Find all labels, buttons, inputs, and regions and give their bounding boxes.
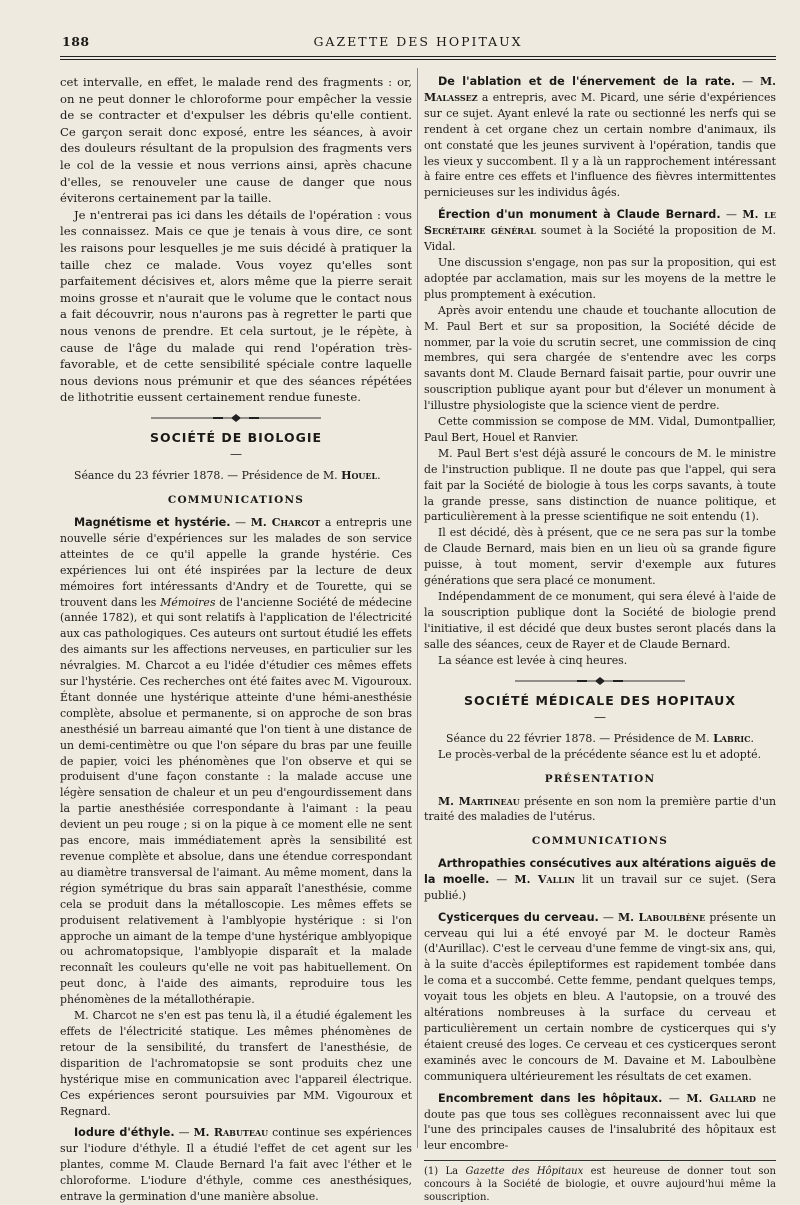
entry-title: Magnétisme et hystérie. bbox=[74, 515, 231, 529]
section-dash: — bbox=[230, 447, 242, 462]
paragraph-taille: Je n'entrerai pas ici dans les détails de l'opération : vous les connaissez. Mais ce que je tenais à vous dire, ce sont les raisons pour lesquelles je me suis décidé à pratiquer la taille chez ce malade. Vous voyez qu'elles sont parfaitement décisives et, alors même que la pierre serait moins grosse et n'aurait que le volume que le contact nous a fait découvrir, nous n'aurons pas à regretter le parti que nous venons de prendre. Et cela surtout, je le répète, à cause de l'âge du malade qui rend l'opération très-favorable, et de cette sensibilité spéciale contre laquelle nous devions nous prémunir et que des séances répétées de lithotritie eussent certainement rendue funeste. bbox=[60, 207, 412, 405]
ornament-divider bbox=[151, 414, 321, 422]
entry-title: Iodure d'éthyle. bbox=[74, 1126, 175, 1140]
ornament-divider bbox=[515, 677, 685, 685]
entry-author: M. Vallin bbox=[514, 872, 575, 886]
header-rule-bottom bbox=[60, 59, 776, 60]
entry-cysticerques: Cysticerques du cerveau. — M. Laboulbène présente un cerveau qui lui a été envoyé par M. le docteur Ramès (d'Aurillac). C'est le cerveau d'une femme de vingt-six ans, qui, à la suite d'accès épileptiformes est rapidement tombée dans le coma et a succombé. Cette femme, pendant quelques temps, voyait tous les objets en bleu. A l'autopsie, on a trouvé des altérations nombreuses à la surface du cerveau et particulièrement un certain nombre de cysticerques qui s'y étaient creusé des loges. Ce cerveau et ces cysticerques seront examinés avec le concours de M. Davaine et M. Laboulbène communiquera ultérieurement les résultats de cet examen. bbox=[424, 910, 776, 1083]
entry-magnetisme: Magnétisme et hystérie. — M. Charcot a entrepris une nouvelle série d'expériences sur les malades de son service atteintes de ce qu'il appelle la grande hystérie. Ces expériences lui ont été inspirées par la lecture de deux mémoires fort intéressants d'Andry et de Tourette, qui se trouvent dans les Mémoires de l'ancienne Société de médecine (année 1782), et qui sont relatifs à l'application de l'électricité aux cas pathologiques. Ces auteurs ont surtout étudié les effets des aimants sur les affections nerveuses, en particulier sur les névralgies. M. Charcot a eu l'idée d'étudier ces mêmes effets sur l'hystérie. Ces recherches ont été faites avec M. Vigouroux. Étant donnée une hystérique atteinte d'une hémi-anesthésie complète, absolue et permanente, si on approche de son bras anesthésié un barreau aimanté que l'on tient à une distance de un demi-centimètre ou que l'on sépare du bras par une feuille de papier, voici les phénomènes que l'on observe et qui se produisent d'une façon constante : la malade accuse une légère sensation de chaleur et un peu d'engourdissement dans la partie anesthésiée correspondante à l'aimant : la peau devient un peu rouge ; si on la pique à ce moment elle ne sent pas encore, mais immédiatement après la sensibilité est revenue complète et absolue, dans une étendue correspondant au diamètre transversal de l'aimant. Au même moment, dans la région symétrique du bras sain apparaît l'anesthésie, comme cela se produit dans la métalloscopie. Les mêmes effets se produisent relativement à l'amblyopie hystérique : si l'on approche un aimant de la tempe d'une hystérique amblyopique ou achromatopsique, l'amblyopie disparaît et la malade reconnaît les couleurs qu'elle ne voit pas habituellement. On peut donc, à l'aide des aimants, reproduire tous les phénomènes de la métallothérapie. bbox=[60, 515, 412, 1007]
session-line: Séance du 22 février 1878. — Présidence de M. Labric. bbox=[446, 732, 754, 746]
entry-author: M. Rabuteau bbox=[193, 1126, 269, 1140]
paragraph-electricite: M. Charcot ne s'en est pas tenu là, il a étudié également les effets de l'électricité statique. Les mêmes phénomènes de retour de la sensibilité, du transfert de l'anesthésie, de disparition de l'achromatopsie se sont produits chez une hystérique mise en communication avec l'appareil électrique. Ces expériences seront poursuivies par MM. Vigouroux et Regnard. bbox=[60, 1009, 412, 1118]
entry-encombrement: Encombrement dans les hôpitaux. — M. Gallard ne doute pas que tous ses collègues reconnaissent avec lui que l'une des principales causes de l'insalubrité des hôpitaux est leur encombre- bbox=[424, 1091, 776, 1153]
page-header bbox=[62, 34, 774, 54]
session-line: Séance du 23 février 1878. — Présidence de M. Houel. bbox=[74, 469, 381, 483]
proces-verbal: Le procès-verbal de la précédente séance est lu et adopté. bbox=[438, 748, 762, 762]
paragraph-lieu: Il est décidé, dès à présent, que ce ne sera pas sur la tombe de Claude Bernard, mais bien en un lieu où sa grande figure puisse, à tout moment, servir d'exemple aux futures générations que sera placé ce monument. bbox=[424, 526, 776, 588]
page-number: 188 bbox=[62, 34, 90, 49]
running-title: GAZETTE DES HOPITAUX bbox=[313, 34, 523, 49]
entry-author: M. le Secrétaire général bbox=[424, 208, 776, 238]
entry-title: Encombrement dans les hôpitaux. bbox=[438, 1091, 663, 1105]
paragraph-continuation: cet intervalle, en effet, le malade rend des fragments : or, on ne peut donner le chloroforme pour empêcher la vessie de se contracter et d'expulser les débris qu'elle contient. Ce garçon serait donc exposé, entre les séances, à avoir des douleurs résultant de la propulsion des fragments vers le col de la vessie et nous verrions ainsi, après chacune d'elles, se renouveler une cause de danger que nous éviterons certainement par la taille. bbox=[60, 75, 412, 206]
entry-arthropathies: Arthropathies consécutives aux altérations aiguës de la moelle. — M. Vallin lit un travail sur ce sujet. (Sera publié.) bbox=[424, 856, 776, 902]
section-dash: — bbox=[594, 710, 606, 725]
entry-author: M. Malassez bbox=[424, 75, 776, 104]
left-column bbox=[60, 74, 412, 1205]
footnote-rule bbox=[424, 1160, 776, 1161]
right-column bbox=[424, 74, 776, 1204]
section-title-medicale: SOCIÉTÉ MÉDICALE DES HOPITAUX bbox=[464, 692, 736, 708]
entry-author: M. Gallard bbox=[686, 1091, 756, 1105]
paragraph-ministre: M. Paul Bert s'est déjà assuré le concours de M. le ministre de l'instruction publique. Il ne doute pas que l'appel, qui sera fait par la Société de biologie à tous les corps savants, à toute la grande presse, sans distinction de nuance politique, et particulièrement à la presse scientifique ne soit entendu (1). bbox=[424, 446, 776, 524]
paragraph-bustes: Indépendamment de ce monument, qui sera élevé à l'aide de la souscription publique dont la Société de biologie prend l'initiative, il est décidé que deux bustes seront placés dans la salle des séances, ceux de Rayer et de Claude Bernard. bbox=[424, 590, 776, 651]
entry-author: M. Martineau bbox=[438, 794, 520, 808]
entry-monument: Érection d'un monument à Claude Bernard. — M. le Secrétaire général soumet à la Société la proposition de M. Vidal. bbox=[424, 208, 777, 254]
entry-title: Érection d'un monument à Claude Bernard. bbox=[438, 208, 721, 222]
header-rule-top bbox=[60, 56, 776, 57]
section-title-biologie: SOCIÉTÉ DE BIOLOGIE bbox=[149, 429, 323, 445]
paragraph-discussion: Une discussion s'engage, non pas sur la proposition, qui est adoptée par acclamation, mais sur les moyens de la mettre le plus promptement à exécution. bbox=[424, 255, 776, 301]
subheading-presentation: PRÉSENTATION bbox=[544, 772, 656, 785]
column-divider bbox=[417, 68, 418, 1148]
entry-author: M. Charcot bbox=[250, 515, 321, 529]
entry-title: Cysticerques du cerveau. bbox=[438, 910, 599, 924]
entry-iodure: Iodure d'éthyle. — M. Rabuteau continue ses expériences sur l'iodure d'éthyle. Il a étudié l'effet de cet agent sur les plantes, comme M. Claude Bernard l'a fait avec l'éther et le chloroforme. L'iodure d'éthyle, comme ces anesthésiques, entrave la germination d'une manière absolue. bbox=[60, 1126, 412, 1204]
subheading-communications: COMMUNICATIONS bbox=[167, 494, 305, 507]
entry-martineau: M. Martineau présente en son nom la première partie d'un traité des maladies de l'utérus. bbox=[424, 794, 776, 824]
closing-line: La séance est levée à cinq heures. bbox=[438, 653, 628, 667]
entry-rate: De l'ablation et de l'énervement de la rate. — M. Malassez a entrepris, avec M. Picard, une série d'expériences sur ce sujet. Ayant enlevé la rate ou sectionné les nerfs qui se rendent à cet organe chez un certain nombre d'animaux, ils ont constaté que les jeunes survivent à l'opération, tandis que les vieux y succombent. Il y a là un rapprochement intéressant à faire entre ces effets et l'influence des fièvres intermittentes pernicieuses sur les individus âgés. bbox=[424, 75, 776, 200]
paragraph-commission: Cette commission se compose de MM. Vidal, Dumontpallier, Paul Bert, Houel et Ranvier. bbox=[424, 415, 776, 444]
footnote: (1) La Gazette des Hôpitaux est heureuse de donner tout son concours à la Société de biologie, et ouvre aujourd'hui même la souscription. bbox=[424, 1166, 776, 1204]
entry-title: De l'ablation et de l'énervement de la rate. bbox=[438, 75, 736, 88]
subheading-communications: COMMUNICATIONS bbox=[531, 835, 669, 848]
entry-author: M. Laboulbène bbox=[617, 910, 706, 924]
entry-title: Arthropathies consécutives aux altérations aiguës de la moelle. bbox=[424, 856, 776, 886]
paragraph-allocution: Après avoir entendu une chaude et touchante allocution de M. Paul Bert et sur sa proposition, la Société décide de nommer, par la voie du scrutin secret, une commission de cinq membres, qui sera chargée de s'entendre avec les corps savants dont M. Claude Bernard faisait partie, pour ouvrir une souscription publique ayant pour but d'élever un monument à l'illustre physiologiste que la science vient de perdre. bbox=[424, 303, 776, 413]
